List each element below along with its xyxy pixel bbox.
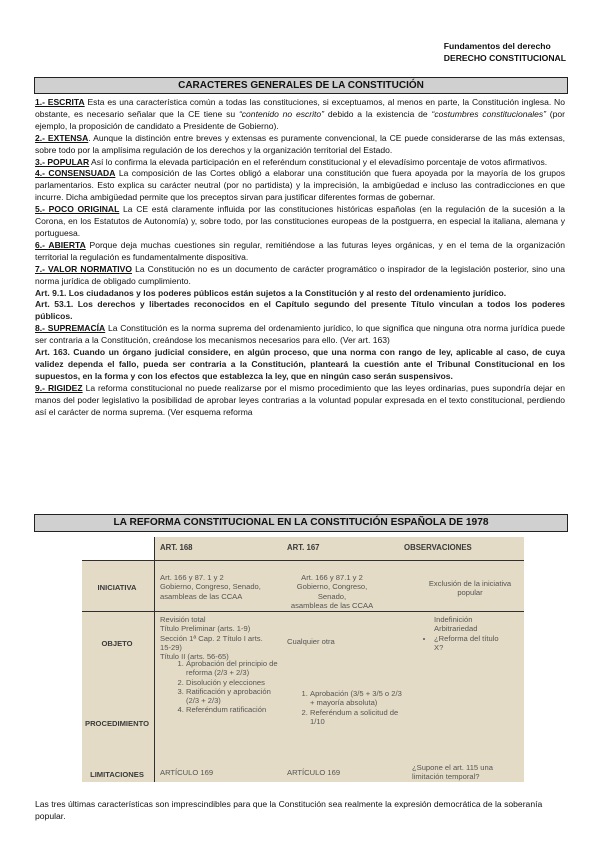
iniciativa-obs: Exclusión de la iniciativa popular [428, 579, 512, 598]
table-corner [82, 537, 154, 560]
list-item: X? [434, 642, 444, 652]
item-popular: 3.- POPULAR Así lo confirma la elevada participación en el referéndum constitucional y el elevadísimo porcentaje de votos afirmativos. [35, 156, 548, 167]
list-item: 2. Referéndum a solicitud de 1/10 [310, 708, 402, 727]
item-key: 1.- ESCRITA [35, 97, 85, 107]
table-divider [82, 560, 524, 561]
limitaciones-167: ARTÍCULO 169 [287, 768, 341, 777]
list-item: • ¿Reforma del título [434, 634, 499, 643]
row-label-iniciativa: INICIATIVA [97, 583, 137, 592]
row-label-objeto: OBJETO [101, 639, 133, 648]
list-item: 2. Disolución y elecciones [186, 678, 284, 687]
row-label-procedimiento: PROCEDIMIENTO [85, 719, 149, 728]
list-item: 1. Aprobación (3/5 + 3/5 o 2/3 + mayoría absoluta) [310, 689, 402, 708]
objeto-168: Revisión total Título Preliminar (arts. 1-9) Sección 1ª Cap. 2 Título I arts. 15-29) Título II (arts. 56-65) [160, 615, 263, 662]
table-divider [82, 611, 524, 612]
item-key: 3.- POPULAR [35, 156, 90, 167]
list-item: 1. Aprobación del principio de reforma (2/3 + 2/3) [186, 659, 284, 678]
table-divider [154, 537, 155, 782]
item-rigidez: 9.- RIGIDEZ La reforma constitucional no puede realizarse por el mismo procedimiento que las leyes ordinarias, pues supondría dejar en manos del poder legislativo la posibilidad de aprobar leyes contrarias a la voluntad popular expresada en el texto constitucional, perdiendo así el carácter de norma suprema. (Ver esquema reforma [35, 382, 566, 417]
item-supremacia: 8.- SUPREMACÍA La Constitución es la norma suprema del ordenamiento jurídico, lo que significa que ninguna otra norma jurídica puede ser contraria a la Constitución, creándose los mecanismos necesarios para ello. (Ver art. 163) [35, 323, 566, 346]
item-key: 5.- POCO ORIGINAL [35, 204, 120, 215]
item-poco-original: 5.- POCO ORIGINAL La CE está claramente influida por las constituciones históricas españolas (en la regulación de la sucesión a la Corona, en los Estatutos de Autonomía) y, sobre todo, por las constituciones europeas de la postguerra, en especial la italiana, alemana y portuguesa. [35, 204, 565, 238]
document-header [444, 40, 566, 64]
subject-name: DERECHO CONSTITUCIONAL [443, 53, 566, 63]
procedimiento-167 [290, 689, 402, 726]
item-consensuada: 4.- CONSENSUADA La composición de las Cortes obligó a elaborar una constitución que fuera apoyada por la mayoría de los grupos parlamentarios. Esto explica su carácter neutral (por no partidista) y la imprecisión, la ambigüedad e incluso las contradicciones en que incurre. Dicha ambigüedad permite que los preceptos sirvan para justificar diferentes formas de gobernar. [35, 168, 565, 203]
col-header-168: ART. 168 [160, 543, 193, 552]
article-163: Art. 163. Cuando un órgano judicial considere, en algún proceso, que una norma con rango de ley, aplicable al caso, de cuya validez dependa el fallo, pueda ser contraria a la Constitución, planteará la cuestión ante el Tribunal Constitucional en los supuestos, en la forma y con los efectos que establezca la ley, que en ningún caso serán suspensivos. [35, 347, 565, 381]
item-key: 2.- EXTENSA [35, 132, 89, 143]
item-key: 6.- ABIERTA [35, 239, 86, 250]
col-header-observaciones: OBSERVACIONES [404, 543, 472, 552]
list-item: Arbitrariedad [434, 624, 478, 634]
iniciativa-168: Art. 166 y 87. 1 y 2 Gobierno, Congreso, Senado, asambleas de las CCAA [160, 573, 261, 601]
item-extensa: 2.- EXTENSA. Aunque la distinción entre breves y extensas es puramente convencional, la CE puede considerarse de las más extensas, sobre todo por la amplísima regulación de los derechos y la organización territorial del Estado. [35, 132, 565, 155]
list-item: 4. Referéndum ratificación [186, 705, 284, 714]
item-key: 4.- CONSENSUADA [35, 168, 116, 179]
list-item: 3. Ratificación y aprobación (2/3 + 2/3) [186, 687, 284, 706]
section-title-caracteres: CARACTERES GENERALES DE LA CONSTITUCIÓN [34, 77, 568, 94]
procedimiento-168 [166, 659, 284, 715]
col-header-167: ART. 167 [287, 543, 320, 552]
item-key: 8.- SUPREMACÍA [35, 323, 106, 334]
limitaciones-obs: ¿Supone el art. 115 una limitación temporal? [412, 763, 493, 782]
item-key: 9.- RIGIDEZ [35, 382, 83, 393]
objeto-167: Cualquier otra [287, 637, 335, 646]
article-9-1: Art. 9.1. Los ciudadanos y los poderes públicos están sujetos a la Constitución y al resto del ordenamiento jurídico. [35, 287, 507, 298]
item-key: 7.- VALOR NORMATIVO [35, 263, 133, 274]
limitaciones-168: ARTÍCULO 169 [160, 768, 214, 777]
closing-paragraph: Las tres últimas características son imprescindibles para que la Constitución sea realmente la expresión democrática de la soberanía popular. [35, 799, 543, 821]
course-name: Fundamentos del derecho [443, 41, 551, 51]
item-escrita: 1.- ESCRITA Esta es una característica común a todas las constituciones, si exceptuamos, al menos en parte, la Constitución inglesa. No obstante, es necesario señalar que la CE tiene su “contenido no escrito” debido a la existencia de “costumbres constitucionales” (por ejemplo, la proposición de candidato a Presidente de Gobierno). [35, 97, 565, 131]
item-valor-normativo: 7.- VALOR NORMATIVO La Constitución no es un documento de carácter programático o inspirador de la legislación posterior, sino una norma jurídica de obligado cumplimiento. [35, 263, 565, 286]
objeto-obs [420, 615, 499, 652]
list-item: Indefinición [434, 615, 473, 624]
characteristics-list [35, 97, 565, 418]
section-title-reforma: LA REFORMA CONSTITUCIONAL EN LA CONSTITUCIÓN ESPAÑOLA DE 1978 [34, 514, 568, 532]
article-53-1: Art. 53.1. Los derechos y libertades reconocidos en el Capítulo segundo del presente Título vinculan a todos los poderes públicos. [35, 299, 565, 322]
row-label-limitaciones: LIMITACIONES [90, 770, 144, 779]
item-abierta: 6.- ABIERTA Porque deja muchas cuestiones sin regular, remitiéndose a las futuras leyes orgánicas, y en el tema de la organización territorial la regulación es fundamentalmente dispositiva. [35, 239, 565, 262]
reform-table [82, 537, 524, 782]
iniciativa-167: Art. 166 y 87.1 y 2 Gobierno, Congreso, Senado, asambleas de las CCAA [290, 573, 374, 610]
